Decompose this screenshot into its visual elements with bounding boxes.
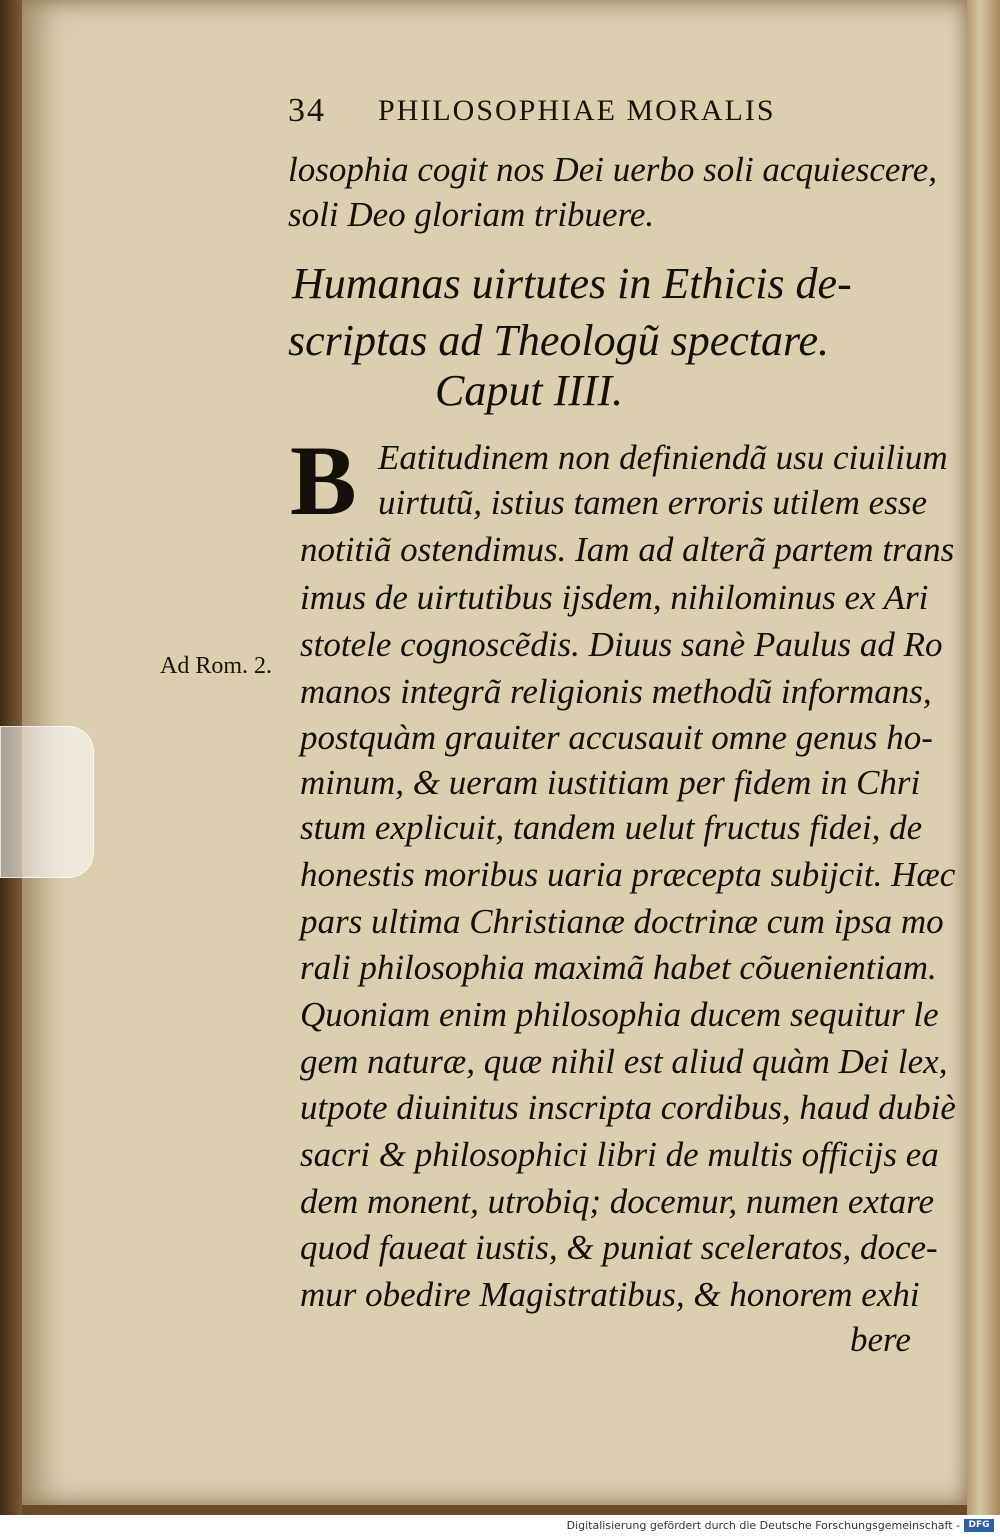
text-line: manos integrã religionis methodũ informans, [300,672,932,711]
page-fore-edge [967,0,1000,1515]
text-line: gem naturæ, quæ nihil est aliud quàm Dei lex, [300,1042,948,1081]
page-clip-tab [0,726,94,878]
text-line: dem monent, utrobiq; docemur, numen extare [300,1182,935,1221]
chapter-heading-line: Humanas uirtutes in Ethicis de- [292,259,852,308]
catchword: bere [850,1320,911,1359]
running-title: PHILOSOPHIAE MORALIS [378,94,776,127]
text-line: uirtutũ, istius tamen erroris utilem esse [378,483,927,522]
text-line: mur obedire Magistratibus, & honorem exhi [300,1275,920,1314]
text-line: pars ultima Christianæ doctrinæ cum ipsa mo [300,902,944,941]
chapter-number: Caput IIII. [435,366,624,415]
text-line: minum, & ueram iustitiam per fidem in Chri [300,763,921,802]
text-line: soli Deo gloriam tribuere. [288,195,655,234]
text-line: quod faueat iustis, & puniat sceleratos, doce- [300,1228,938,1267]
text-line: stum explicuit, tandem uelut fructus fidei, de [300,808,923,847]
text-line: stotele cognoscẽdis. Diuus sanè Paulus ad Ro [300,625,943,664]
text-line: utpote diuinitus inscripta cordibus, haud dubiè [300,1088,956,1127]
chapter-heading-line: scriptas ad Theologũ spectare. [288,316,829,365]
footer-bar [0,1515,1000,1537]
text-line: rali philosophia maximã habet cõuenientiam. [300,948,937,987]
running-header [288,92,888,138]
margin-note: Ad Rom. 2. [160,653,273,679]
text-line: losophia cogit nos Dei uerbo soli acquiescere, [288,150,938,189]
page-number: 34 [288,92,326,129]
funding-credit: Digitalisierung gefördert durch die Deutsche Forschungsgemeinschaft - [566,1519,960,1532]
text-line: sacri & philosophici libri de multis officijs ea [300,1135,939,1174]
text-line: Eatitudinem non definiendã usu ciuilium [378,438,948,477]
text-line: honestis moribus uaria præcepta subijcit. Hæc [300,855,956,894]
dfg-logo-icon: DFG [964,1519,994,1532]
text-line: imus de uirtutibus ijsdem, nihilominus ex Ari [300,578,929,617]
text-line: Quoniam enim philosophia ducem sequitur le [300,995,939,1034]
text-line: notitiã ostendimus. Iam ad alterã partem trans [300,530,955,569]
decorated-initial: B [290,425,357,536]
text-line: postquàm grauiter accusauit omne genus ho- [300,718,933,757]
